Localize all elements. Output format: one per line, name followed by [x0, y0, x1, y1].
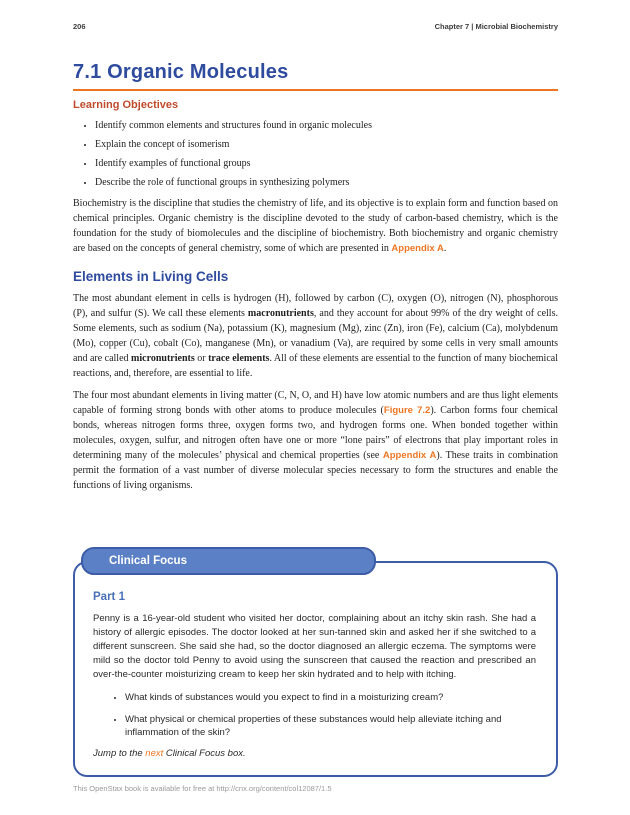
elements-paragraph-1 — [73, 291, 558, 381]
clinical-body-paragraph: Penny is a 16-year-old student who visited her doctor, complaining about an itchy skin rash. She had a history of allergic episodes. The doctor looked at her sun-tanned skin and asked her if she switched to a different sunscreen. She said she had, so the doctor diagnosed an allergic eczema. The symptoms were mild so the doctor told Penny to avoid using the sunscreen that caused the reaction and prescribed an over-the-counter moisturizing cream to keep her skin hydrated and to help with itching. — [93, 613, 536, 680]
appendix-a-link-2[interactable]: Appendix A — [382, 450, 437, 461]
next-clinical-focus-link[interactable]: next — [145, 747, 164, 759]
jump-line — [93, 748, 536, 759]
text-run: ). These traits in combination permit the formation of a vast number of diverse molecular species necessary to form the structures and enable the functions of living organisms. — [73, 450, 558, 491]
text-run: The most abundant element in cells is hydrogen (H), followed by carbon (C), oxygen (O), nitrogen (N), phosphorous (P), and sulfur (S). We call these elements — [73, 293, 558, 319]
learning-objectives-heading: Learning Objectives — [73, 99, 179, 111]
list-item: • What kinds of substances would you expect to find in a moisturizing cream? — [125, 691, 536, 705]
text-run: or — [194, 353, 209, 364]
footer-note: This OpenStax book is available for free at http://cnx.org/content/col12087/1.5 — [73, 784, 332, 793]
clinical-focus-tab-label: Clinical Focus — [109, 555, 187, 567]
chapter-title: Chapter 7 | Microbial Biochemistry — [434, 22, 558, 31]
section-title: 7.1 Organic Molecules — [73, 61, 289, 83]
list-item: • Identify common elements and structures found in organic molecules — [95, 119, 558, 132]
text-run: Biochemistry is the discipline that studies the chemistry of life, and its objective is to explain form and function based on chemical principles. Organic chemistry is the discipline devoted to the study of carbon-based chemistry, which is the foundation for the study of biomolecules and the discipline of biochemistry. Both biochemistry and organic chemistry are based on the concepts of general chemistry, some of which are presented in — [73, 198, 558, 254]
appendix-a-link[interactable]: Appendix A — [391, 243, 444, 254]
list-item: • Identify examples of functional groups — [95, 157, 558, 170]
text-run: The four most abundant elements in living matter (C, N, O, and H) have low atomic numbers and are thus light elements capable of forming strong bonds with other atoms to produce molecules ( — [73, 390, 558, 416]
text-run: trace elements — [208, 353, 270, 364]
text-run: Jump to the — [93, 747, 146, 759]
page-number: 206 — [73, 22, 86, 31]
list-item: • Explain the concept of isomerism — [95, 138, 558, 151]
clinical-questions-list — [93, 691, 536, 740]
list-item: • Describe the role of functional groups in synthesizing polymers — [95, 176, 558, 189]
clinical-focus-box — [73, 561, 558, 777]
intro-paragraph — [73, 196, 558, 256]
subsection-heading: Elements in Living Cells — [73, 269, 229, 284]
figure-7-2-link[interactable]: Figure 7.2 — [383, 405, 431, 416]
text-run: Clinical Focus box. — [163, 747, 246, 759]
text-run: ). Carbon forms four chemical bonds, whereas nitrogen forms three, oxygen forms two, and hydrogen forms one. When bonded together within molecules, oxygen, sulfur, and nitrogen often have one or more “lone pairs” of electrons that play important roles in determining many of the molecules’ physical and chemical properties (see — [73, 405, 558, 461]
running-header — [73, 22, 558, 31]
learning-objectives-list — [73, 119, 558, 189]
clinical-part-heading: Part 1 — [93, 591, 125, 603]
clinical-focus-tab — [81, 547, 376, 575]
text-run: micronutrients — [131, 353, 195, 364]
text-run: . All of these elements are essential to the function of many biochemical reactions, and, therefore, are essential to life. — [73, 353, 558, 379]
list-item: • What physical or chemical properties of these substances would help alleviate itching and inflammation of the skin? — [125, 713, 536, 740]
clinical-focus-section — [73, 547, 558, 777]
text-run: macronutrients — [247, 308, 314, 319]
title-rule — [73, 89, 558, 91]
elements-paragraph-2 — [73, 388, 558, 493]
text-run: . — [443, 243, 447, 254]
text-run: , and they account for about 99% of the dry weight of cells. Some elements, such as sodium (Na), potassium (K), magnesium (Mg), zinc (Zn), iron (Fe), calcium (Ca), molybdenum (Mo), copper (Cu), cobalt (Co), manganese (Mn), or vanadium (Va), are required by some cells in very small amounts and are called — [73, 308, 558, 364]
